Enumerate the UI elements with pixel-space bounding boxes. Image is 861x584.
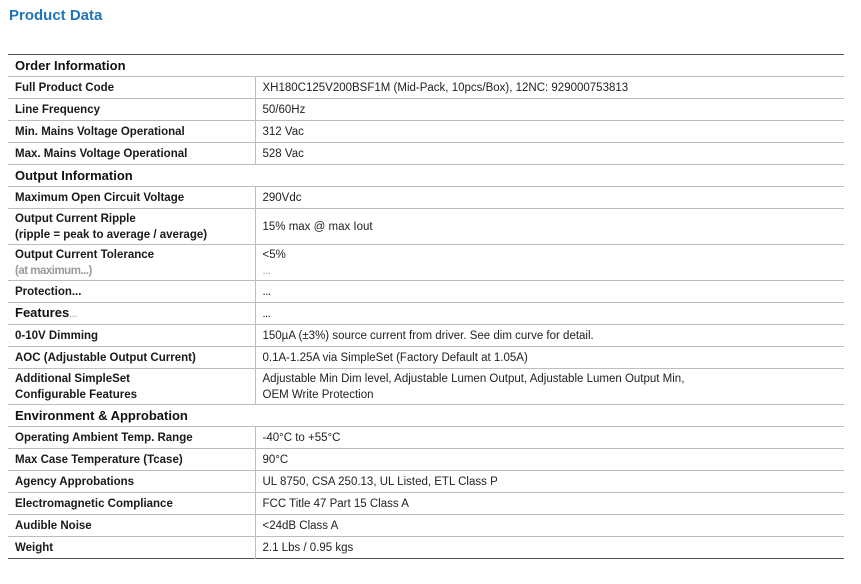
row-label: Weight bbox=[8, 537, 255, 559]
row-label: Audible Noise bbox=[8, 515, 255, 537]
table-row bbox=[8, 449, 844, 471]
row-value: 15% max @ max Iout bbox=[262, 220, 373, 233]
row-value: FCC Title 47 Part 15 Class A bbox=[262, 497, 409, 510]
row-label-line2-garbled: (at maximum...) bbox=[15, 264, 92, 277]
table-row bbox=[8, 245, 844, 281]
table-row bbox=[8, 281, 844, 303]
row-label: Agency Approbations bbox=[8, 471, 255, 493]
row-label-line2: (ripple = peak to average / average) bbox=[15, 228, 208, 241]
row-value-line1: <5% bbox=[262, 248, 286, 261]
row-label-line1: Additional SimpleSet bbox=[15, 372, 131, 385]
row-label: Electromagnetic Compliance bbox=[8, 493, 255, 515]
row-value: 150µA (±3%) source current from driver. See dim curve for detail. bbox=[262, 329, 594, 342]
row-value: <24dB Class A bbox=[262, 519, 339, 532]
row-value-line1: Adjustable Min Dim level, Adjustable Lumen Output, Adjustable Lumen Output Min, bbox=[262, 372, 685, 385]
row-label: Operating Ambient Temp. Range bbox=[8, 427, 255, 449]
row-label: Maximum Open Circuit Voltage bbox=[8, 187, 255, 209]
row-label bbox=[8, 369, 255, 405]
row-value-garbled: ... bbox=[262, 285, 271, 298]
section-title bbox=[8, 303, 255, 325]
table-row bbox=[8, 325, 844, 347]
row-label: Min. Mains Voltage Operational bbox=[8, 121, 255, 143]
table-row bbox=[8, 77, 844, 99]
table-row bbox=[8, 347, 844, 369]
section-title-text: Features bbox=[15, 305, 70, 320]
row-value bbox=[255, 245, 844, 281]
section-header-order-information bbox=[8, 55, 844, 77]
row-value: 312 Vac bbox=[262, 125, 304, 138]
row-value-line2-garbled: ... bbox=[262, 264, 271, 277]
section-title: Order Information bbox=[15, 57, 126, 73]
section-title-garbled: ... bbox=[69, 308, 77, 320]
row-label-line1: Output Current Ripple bbox=[15, 212, 136, 225]
row-label: Max Case Temperature (Tcase) bbox=[8, 449, 255, 471]
product-data-table bbox=[8, 54, 844, 559]
table-row bbox=[8, 515, 844, 537]
section-header-environment-approbation bbox=[8, 405, 844, 427]
table-row bbox=[8, 209, 844, 245]
row-label-line1: Output Current Tolerance bbox=[15, 248, 155, 261]
section-title: Output Information bbox=[15, 167, 133, 183]
row-label: Max. Mains Voltage Operational bbox=[8, 143, 255, 165]
section-value-garbled: ... bbox=[262, 307, 271, 320]
row-value: 290Vdc bbox=[262, 191, 302, 204]
row-value: 50/60Hz bbox=[262, 103, 306, 116]
table-row bbox=[8, 537, 844, 559]
table-row bbox=[8, 121, 844, 143]
row-value: XH180C125V200BSF1M (Mid-Pack, 10pcs/Box), 12NC: 929000753813 bbox=[262, 81, 629, 94]
row-label: AOC (Adjustable Output Current) bbox=[8, 347, 255, 369]
table-row bbox=[8, 99, 844, 121]
row-value: 528 Vac bbox=[262, 147, 304, 160]
row-label bbox=[8, 209, 255, 245]
row-value: 90°C bbox=[262, 453, 289, 466]
table-row bbox=[8, 493, 844, 515]
row-label: 0-10V Dimming bbox=[8, 325, 255, 347]
row-value: UL 8750, CSA 250.13, UL Listed, ETL Class P bbox=[262, 475, 498, 488]
row-value bbox=[255, 369, 844, 405]
row-label bbox=[8, 245, 255, 281]
row-value: 2.1 Lbs / 0.95 kgs bbox=[262, 541, 354, 554]
table-row bbox=[8, 369, 844, 405]
table-row bbox=[8, 143, 844, 165]
row-label: Full Product Code bbox=[8, 77, 255, 99]
table-row bbox=[8, 471, 844, 493]
table-row bbox=[8, 427, 844, 449]
row-label-line2: Configurable Features bbox=[15, 388, 138, 401]
row-label-garbled: Protection... bbox=[8, 281, 255, 303]
page-title: Product Data bbox=[9, 7, 103, 24]
row-value: 0.1A-1.25A via SimpleSet (Factory Default at 1.05A) bbox=[262, 351, 528, 364]
row-value: -40°C to +55°C bbox=[262, 431, 341, 444]
row-value-line2: OEM Write Protection bbox=[262, 388, 374, 401]
table-row bbox=[8, 187, 844, 209]
section-title: Environment & Approbation bbox=[15, 407, 188, 423]
row-label: Line Frequency bbox=[8, 99, 255, 121]
section-header-features bbox=[8, 303, 844, 325]
section-header-output-information bbox=[8, 165, 844, 187]
